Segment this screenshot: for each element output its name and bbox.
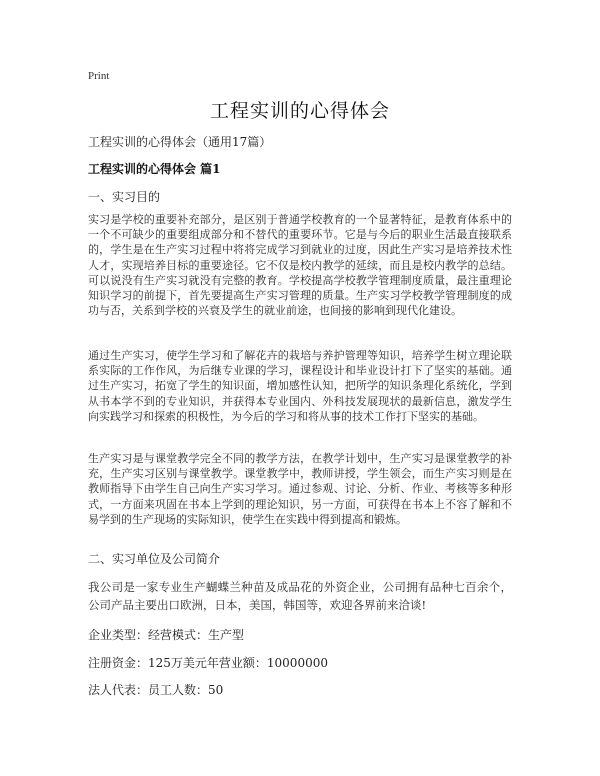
paragraph-1: 实习是学校的重要补充部分，是区别于普通学校教育的一个显著特征，是教育体系中的一个不可缺少的重要组成部分和不替代的重要环节。它是与今后的职业生活最直接联系的，学生是在生产实习过程中将将完成学习到就业的过度，因此生产实习是培养技术性人才，实现培养目标的重要途径。它不仅是校内教学的延续，而且是校内教学的总结。可以说没有生产实习就没有完整的教育。学校提高学校教学管理制度质量，最注重理论知识学习的前提下，首先要提高生产实习管理的质量。生产实习学校教学管理制度的成功与否，关系到学校的兴衰及学生的就业前途，也间接的影响到现代化建设。: [88, 213, 512, 318]
info-line-legal: 法人代表：员工人数：50: [88, 683, 224, 697]
heading-purpose: 一、实习目的: [88, 190, 161, 204]
info-line-capital: 注册资金：125万美元年营业额：10000000: [88, 656, 328, 670]
company-intro: 我公司是一家专业生产蝴蝶兰种苗及成品花的外资企业，公司拥有品种七百余个，公司产品主要出口欧洲，日本，美国，韩国等，欢迎各界前来洽谈!: [88, 580, 512, 612]
paragraph-2: 通过生产实习，使学生学习和了解花卉的栽培与养护管理等知识，培养学生树立理论联系实际的工作作风，为后继专业课的学习，课程设计和毕业设计打下了坚实的基础。通过生产实习，拓宽了学生的知识面，增加感性认知，把所学的知识条理化系统化，学到从书本学不到的专业知识，并获得本专业国内、外科技发展现状的最新信息，激发学生向实践学习和探索的积极性，为今后的学习和将从事的技术工作打下坚实的基础。: [88, 349, 512, 423]
heading-company: 二、实习单位及公司简介: [88, 552, 221, 566]
print-label[interactable]: Print: [88, 70, 110, 82]
info-line-type: 企业类型：经营模式：生产型: [88, 628, 245, 642]
section-title: 工程实训的心得体会 篇1: [88, 162, 221, 176]
document-subtitle: 工程实训的心得体会（通用17篇）: [88, 135, 272, 149]
paragraph-3: 生产实习是与课堂教学完全不同的教学方法，在教学计划中，生产实习是课堂教学的补充，生产实习区别与课堂教学。课堂教学中，教师讲授，学生领会，而生产实习则是在教师指导下由学生自己向生产实习学习。通过参观、讨论、分析、作业、考核等多种形式，一方面来巩固在书本上学到的理论知识，另一方面，可获得在书本上不容了解和不易学到的生产现场的实际知识，使学生在实践中得到提高和锻炼。: [88, 452, 512, 526]
document-title: 工程实训的心得体会: [209, 100, 390, 122]
